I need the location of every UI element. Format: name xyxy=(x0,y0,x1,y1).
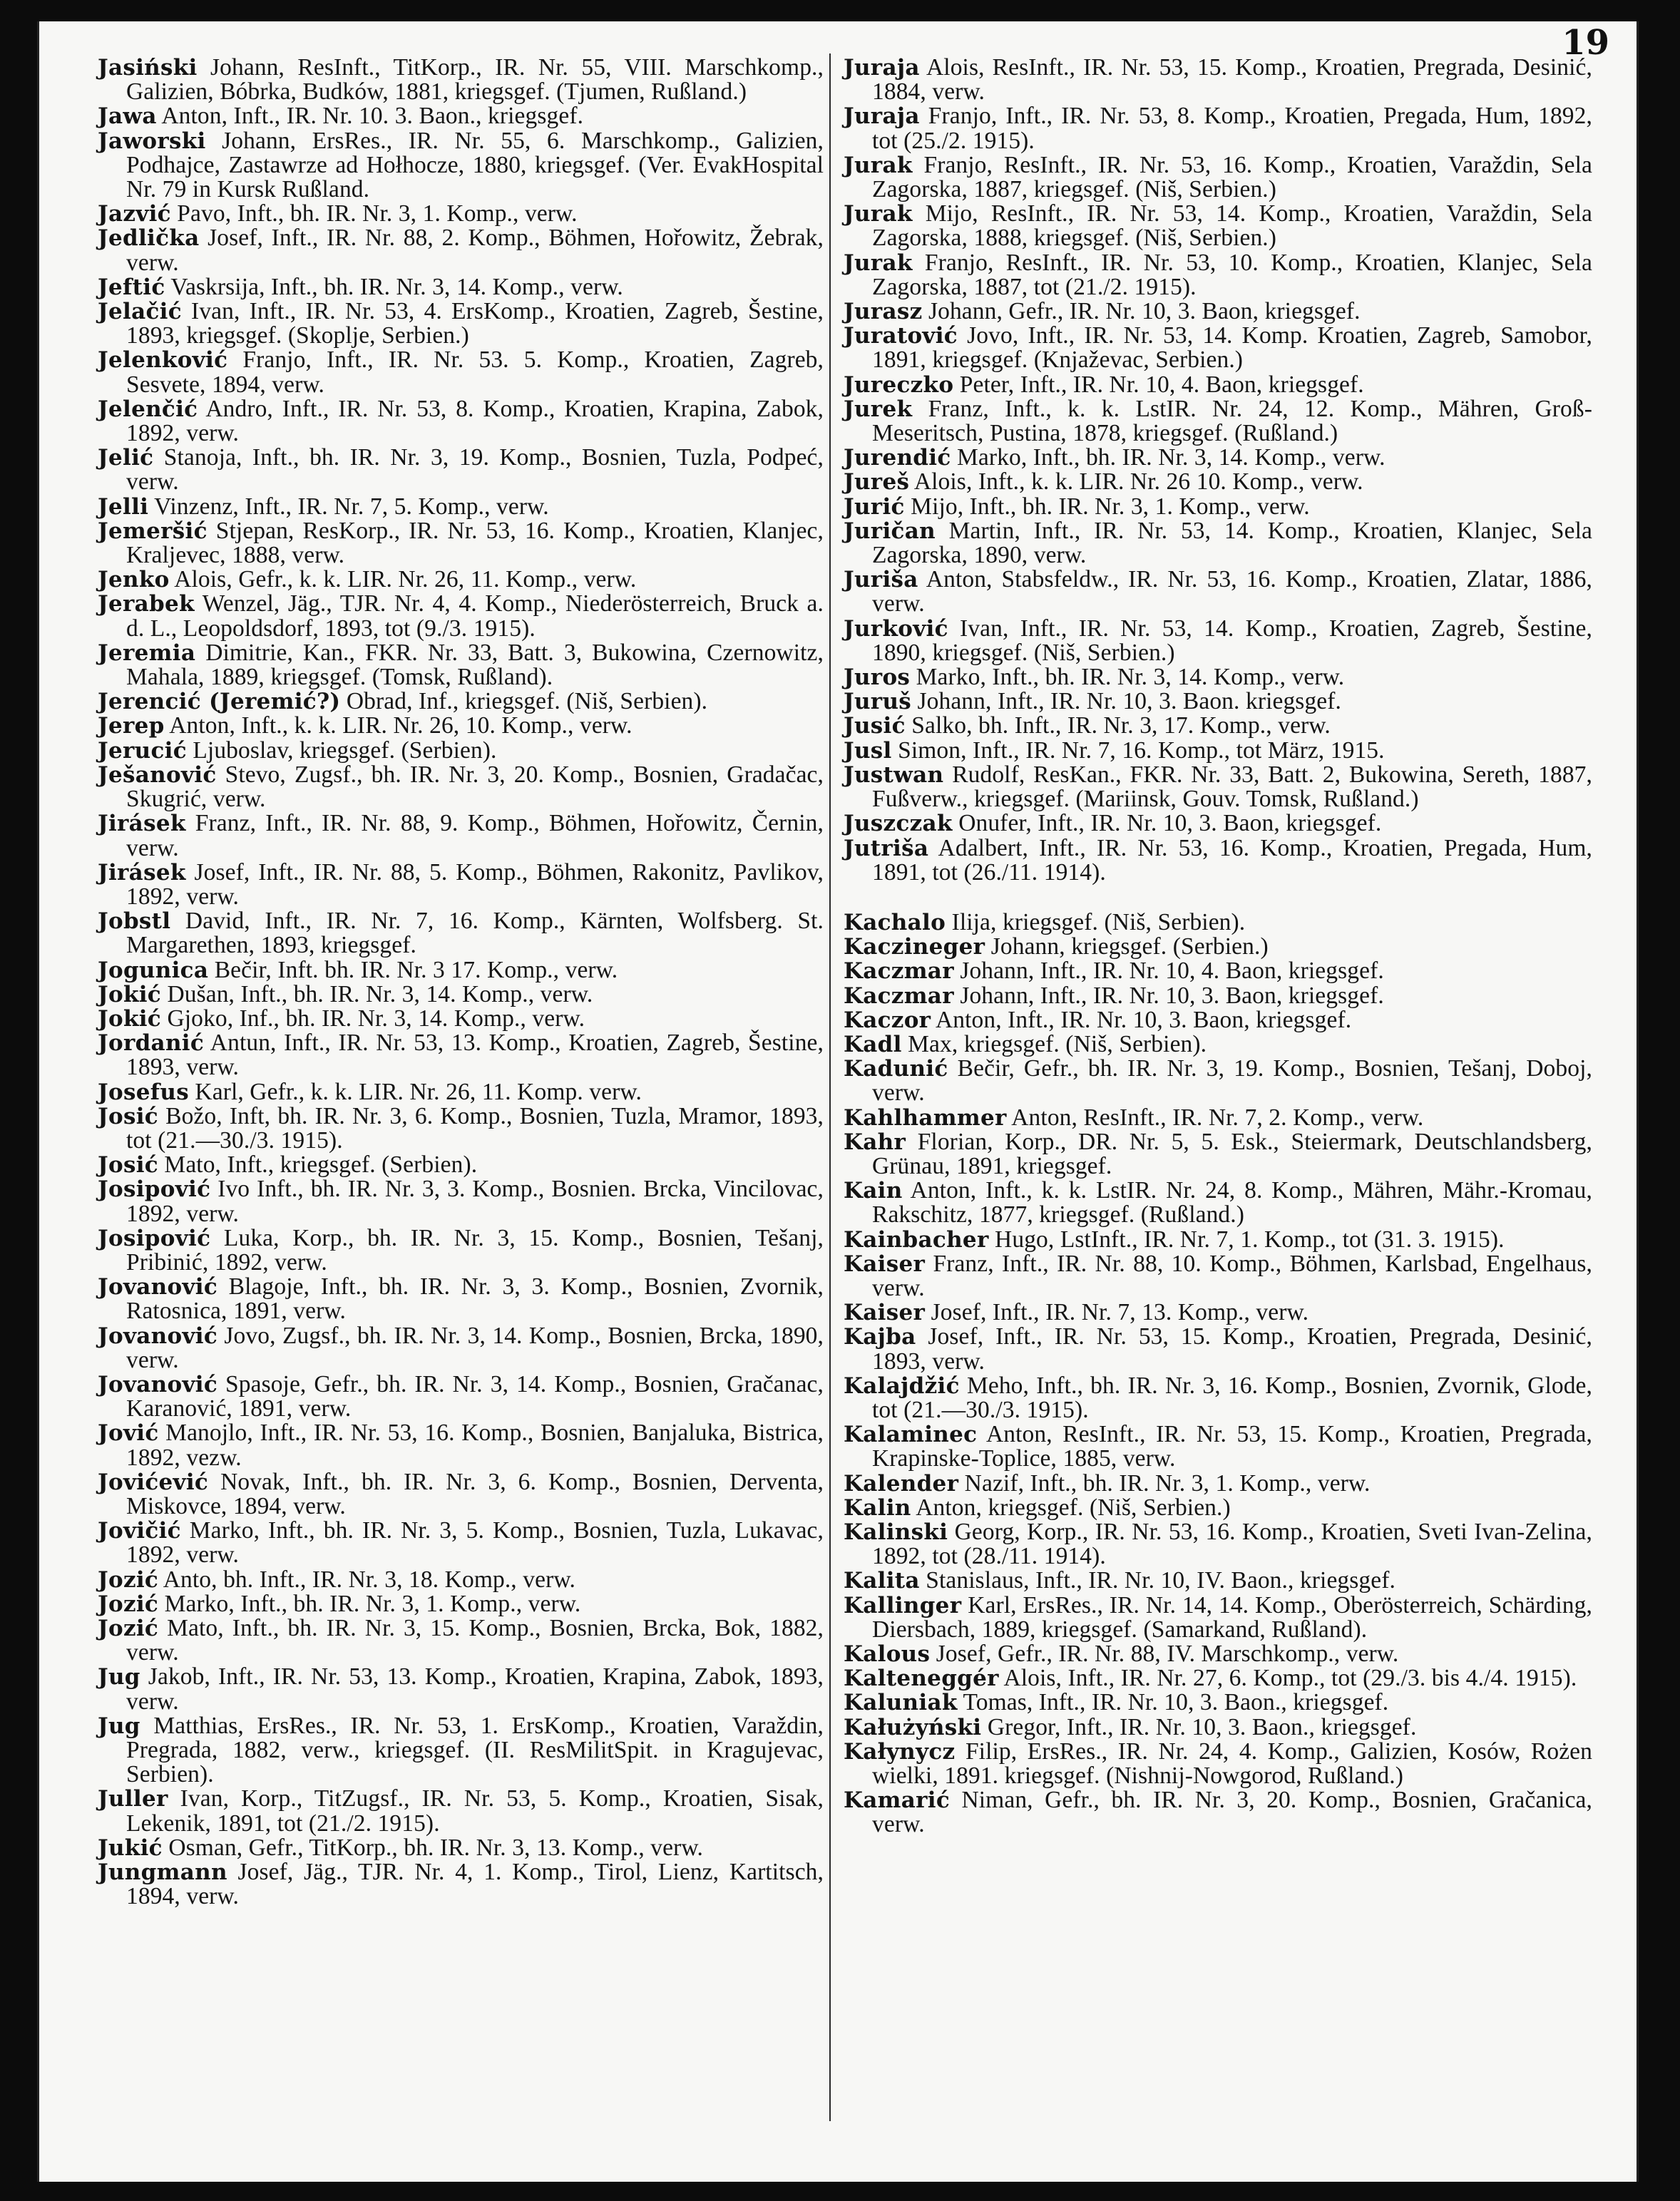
register-entry xyxy=(844,1252,1592,1300)
register-entry xyxy=(98,980,824,1007)
entry-details: Franjo, Inft., IR. Nr. 53, 8. Komp., Kroatien, Pregada, Hum, 1892, tot (25./2. 1915). xyxy=(872,103,1592,154)
entry-details: Florian, Korp., DR. Nr. 5, 5. Esk., Steiermark, Deutschlandsberg, Grünau, 1891, kriegsgef. xyxy=(872,1128,1592,1179)
entry-surname: Kalous xyxy=(844,1641,931,1667)
register-entry xyxy=(98,958,824,983)
register-entry xyxy=(98,592,824,640)
entry-details: Vaskrsija, Inft., bh. IR. Nr. 3, 14. Komp., verw. xyxy=(165,273,623,300)
entry-surname: Jurendić xyxy=(844,445,951,471)
register-entry xyxy=(98,858,824,910)
register-entry xyxy=(844,324,1592,372)
entry-surname: Jeftić xyxy=(98,274,165,300)
register-entry xyxy=(98,739,824,763)
entry-surname: Jawa xyxy=(98,103,157,130)
entry-surname: Jutriša xyxy=(844,835,929,861)
entry-details: Simon, Inft., IR. Nr. 7, 16. Komp., tot März, 1915. xyxy=(891,737,1385,764)
entry-details: Meho, Inft., bh. IR. Nr. 3, 16. Komp., Bosnien, Zvornik, Glode, tot (21.—30./3. 1915). xyxy=(872,1372,1592,1423)
entry-surname: Kajba xyxy=(844,1324,916,1350)
register-entry xyxy=(98,275,824,299)
register-entry xyxy=(844,1325,1592,1373)
entry-details: Johann, ErsRes., IR. Nr. 55, 6. Marschkomp., Galizien, Podhajce, Zastawrze ad Hołhocze, 1880, kriegsgef. (Ver. EvakHospital Nr. 79 in Kursk Rußland. xyxy=(126,127,824,203)
entry-details: Gregor, Inft., IR. Nr. 10, 3. Baon., kriegsgef. xyxy=(981,1713,1417,1740)
entry-details: Peter, Inft., IR. Nr. 10, 4. Baon, kriegsgef. xyxy=(953,371,1364,398)
entry-surname: Kalin xyxy=(844,1494,911,1521)
entry-details: Anton, ResInft., IR. Nr. 53, 15. Komp., Kroatien, Pregrada, Krapinske-Toplice, 1885, verw. xyxy=(872,1421,1592,1472)
left-column xyxy=(98,56,824,1909)
register-entry xyxy=(844,446,1592,470)
entry-details: Marko, Inft., bh. IR. Nr. 3, 14. Komp., verw. xyxy=(910,664,1345,691)
entry-surname: Kahr xyxy=(844,1129,906,1155)
entry-surname: Juraja xyxy=(844,103,920,130)
entry-details: Matthias, ErsRes., IR. Nr. 53, 1. ErsKomp., Kroatien, Varaždin, Pregrada, 1882, verw., kriegsgef. (II. ResMilitSpit. in Kragujevac, Serbien). xyxy=(126,1712,824,1788)
entry-surname: Kadl xyxy=(844,1031,902,1057)
register-entry xyxy=(98,129,824,202)
entry-surname: Jug xyxy=(98,1664,140,1690)
entry-details: Franz, Inft., IR. Nr. 88, 10. Komp., Böhmen, Karlsbad, Engelhaus, verw. xyxy=(872,1250,1592,1301)
entry-surname: Kahlhammer xyxy=(844,1104,1007,1131)
entry-details: Božo, Inft, bh. IR. Nr. 3, 6. Komp., Bosnien, Tuzla, Mramor, 1893, tot (21.—30./3. 1915). xyxy=(126,1102,824,1154)
entry-details: Stjepan, ResKorp., IR. Nr. 53, 16. Komp., Kroatien, Klanjec, Kraljevec, 1888, verw. xyxy=(126,517,824,569)
register-entry xyxy=(844,689,1592,714)
entry-surname: Josipović xyxy=(98,1176,211,1203)
entry-surname: Juratović xyxy=(844,323,958,349)
register-entry xyxy=(98,1324,824,1373)
register-entry xyxy=(844,373,1592,397)
entry-surname: Jobstl xyxy=(98,908,171,935)
entry-surname: Jerucić xyxy=(98,737,187,764)
register-entry xyxy=(844,1032,1592,1057)
entry-surname: Jasiński xyxy=(98,55,198,81)
entry-details: Mijo, ResInft., IR. Nr. 53, 14. Komp., Kroatien, Varaždin, Sela Zagorska, 1888, kriegsgef. (Niš, Serbien.) xyxy=(872,200,1592,252)
entry-surname: Kalita xyxy=(844,1568,920,1594)
entry-surname: Kaczineger xyxy=(844,934,985,960)
column-divider xyxy=(829,53,831,2121)
entry-details: Novak, Inft., bh. IR. Nr. 3, 6. Komp., Bosnien, Derventa, Miskovce, 1894, verw. xyxy=(126,1468,824,1519)
entry-details: Anton, Stabsfeldw., IR. Nr. 53, 16. Komp., Kroatien, Zlatar, 1886, verw. xyxy=(872,566,1592,617)
entry-details: Johann, Gefr., IR. Nr. 10, 3. Baon, kriegsgef. xyxy=(922,298,1361,325)
register-entry xyxy=(98,1080,824,1104)
register-entry xyxy=(844,1690,1592,1715)
entry-details: Ilija, kriegsgef. (Niš, Serbien). xyxy=(946,908,1246,935)
entry-surname: Jerencić (Jeremić?) xyxy=(98,689,341,715)
entry-surname: Jović xyxy=(98,1420,159,1447)
entry-details: Ivo Inft., bh. IR. Nr. 3, 3. Komp., Bosnien. Brcka, Vincilovac, 1892, verw. xyxy=(126,1176,824,1227)
entry-surname: Jurković xyxy=(844,615,948,642)
entry-surname: Jurić xyxy=(844,493,905,520)
entry-details: Jakob, Inft., IR. Nr. 53, 13. Komp., Kroatien, Krapina, Zabok, 1893, verw. xyxy=(126,1663,824,1715)
register-entry xyxy=(98,714,824,738)
entry-details: Franz, Inft., IR. Nr. 88, 9. Komp., Böhmen, Hořowitz, Černin, verw. xyxy=(126,810,824,861)
register-entry xyxy=(98,1226,824,1275)
entry-surname: Jokić xyxy=(98,1005,161,1032)
entry-surname: Jurek xyxy=(844,396,913,422)
entry-surname: Josić xyxy=(98,1152,158,1179)
entry-surname: Kaczmar xyxy=(844,958,954,985)
entry-details: Anto, bh. Inft., IR. Nr. 3, 18. Komp., verw. xyxy=(158,1566,575,1593)
entry-surname: Jemeršić xyxy=(98,518,208,544)
entry-surname: Jozić xyxy=(98,1616,159,1641)
register-entry xyxy=(98,1153,824,1177)
entry-surname: Jurak xyxy=(844,201,913,227)
entry-details: Alois, Gefr., k. k. LIR. Nr. 26, 11. Komp., verw. xyxy=(169,566,637,593)
entry-details: Johann, Inft., IR. Nr. 10, 4. Baon, kriegsgef. xyxy=(953,958,1384,985)
register-entry xyxy=(844,1130,1592,1179)
register-entry xyxy=(844,1740,1592,1788)
entry-details: Alois, ResInft., IR. Nr. 53, 15. Komp., Kroatien, Pregrada, Desinić, 1884, verw. xyxy=(872,54,1592,106)
register-entry xyxy=(844,1469,1592,1497)
entry-surname: Jusl xyxy=(844,737,892,764)
entry-details: Alois, Inft., IR. Nr. 27, 6. Komp., tot (29./3. bis 4./4. 1915). xyxy=(998,1665,1577,1692)
entry-details: Blagoje, Inft., bh. IR. Nr. 3, 3. Komp., Bosnien, Zvornik, Ratosnica, 1891, verw. xyxy=(126,1273,824,1325)
entry-details: Andro, Inft., IR. Nr. 53, 8. Komp., Kroatien, Krapina, Zabok, 1892, verw. xyxy=(126,395,824,447)
register-entry xyxy=(844,470,1592,494)
entry-details: Max, kriegsgef. (Niš, Serbien). xyxy=(901,1030,1207,1057)
entry-details: Spasoje, Gefr., bh. IR. Nr. 3, 14. Komp., Bosnien, Gračanac, Karanović, 1891, verw. xyxy=(126,1370,824,1422)
register-entry xyxy=(98,1007,824,1031)
entry-surname: Jureczko xyxy=(844,371,954,398)
entry-details: Anton, Inft., IR. Nr. 10, 3. Baon, kriegsgef. xyxy=(931,1006,1352,1033)
entry-details: Adalbert, Inft., IR. Nr. 53, 16. Komp., Kroatien, Pregada, Hum, 1891, tot (26./11. 1914). xyxy=(872,834,1592,886)
register-entry xyxy=(844,1496,1592,1520)
entry-surname: Jovanović xyxy=(98,1274,218,1300)
section-gap xyxy=(844,885,1592,910)
register-entry xyxy=(844,153,1592,202)
entry-surname: Juraja xyxy=(844,55,920,81)
entry-surname: Jusić xyxy=(844,713,906,739)
entry-details: Luka, Korp., bh. IR. Nr. 3, 15. Komp., Bosnien, Tešanj, Pribinić, 1892, verw. xyxy=(126,1224,824,1276)
entry-surname: Juszczak xyxy=(844,811,953,837)
register-entry xyxy=(98,348,824,396)
entry-surname: Ješanović xyxy=(98,761,217,788)
entry-details: Bečir, Gefr., bh. IR. Nr. 3, 19. Komp., Bosnien, Tešanj, Doboj, verw. xyxy=(872,1055,1592,1107)
entry-details: Josef, Inft., IR. Nr. 7, 13. Komp., verw. xyxy=(925,1299,1309,1326)
register-entry xyxy=(844,984,1592,1008)
register-entry xyxy=(844,1788,1592,1837)
paper-sheet xyxy=(37,21,1639,2182)
entry-surname: Juros xyxy=(844,665,911,691)
entry-surname: Juller xyxy=(98,1786,168,1812)
register-entry xyxy=(98,1714,824,1787)
entry-details: Onufer, Inft., IR. Nr. 10, 3. Baon, kriegsgef. xyxy=(952,810,1382,837)
entry-details: Franjo, ResInft., IR. Nr. 53, 16. Komp., Kroatien, Varaždin, Sela Zagorska, 1887, kriegsgef. (Niš, Serbien.) xyxy=(872,151,1592,203)
register-entry xyxy=(98,1787,824,1835)
register-entry xyxy=(98,763,824,811)
entry-surname: Kaiser xyxy=(844,1251,926,1277)
entry-details: Tomas, Inft., IR. Nr. 10, 3. Baon., kriegsgef. xyxy=(957,1689,1389,1716)
entry-surname: Jovičić xyxy=(98,1518,181,1544)
entry-details: Martin, Inft., IR. Nr. 53, 14. Komp., Kroatien, Klanjec, Sela Zagorska, 1890, verw. xyxy=(872,517,1592,569)
entry-details: Josef, Inft., IR. Nr. 53, 15. Komp., Kroatien, Pregrada, Desinić, 1893, verw. xyxy=(872,1323,1592,1375)
entry-surname: Kalender xyxy=(844,1470,959,1497)
entry-surname: Kaczor xyxy=(844,1007,931,1033)
entry-surname: Jeremia xyxy=(98,640,196,666)
entry-details: Antun, Inft., IR. Nr. 53, 13. Komp., Kroatien, Zagreb, Šestine, 1893, verw. xyxy=(126,1030,824,1081)
entry-details: Ivan, Inft., IR. Nr. 53, 4. ErsKomp., Kroatien, Zagreb, Šestine, 1893, kriegsgef. (Skoplje, Serbien.) xyxy=(126,298,824,349)
entry-details: Georg, Korp., IR. Nr. 53, 16. Komp., Kroatien, Sveti Ivan-Zelina, 1892, tot (28./11. 1914). xyxy=(872,1518,1592,1570)
entry-details: Anton, ResInft., IR. Nr. 7, 2. Komp., verw. xyxy=(1006,1104,1424,1131)
entry-details: Jovo, Zugsf., bh. IR. Nr. 3, 14. Komp., Bosnien, Brcka, 1890, verw. xyxy=(126,1322,824,1373)
entry-surname: Jelenković xyxy=(98,347,228,374)
register-entry xyxy=(844,495,1592,519)
entry-surname: Jug xyxy=(98,1713,140,1739)
entry-surname: Kalinski xyxy=(844,1519,948,1545)
register-entry xyxy=(98,226,824,275)
entry-details: Josef, Jäg., TJR. Nr. 4, 1. Komp., Tirol, Lienz, Kartitsch, 1894, verw. xyxy=(126,1859,824,1910)
entry-details: Manojlo, Inft., IR. Nr. 53, 16. Komp., Bosnien, Banjaluka, Bistrica, 1892, vezw. xyxy=(126,1420,824,1471)
register-entry xyxy=(98,1519,824,1567)
register-entry xyxy=(98,1836,824,1860)
entry-surname: Kainbacher xyxy=(844,1226,989,1253)
entry-surname: Kalaminec xyxy=(844,1422,978,1448)
entry-details: Jovo, Inft., IR. Nr. 53, 14. Komp. Kroatien, Zagreb, Samobor, 1891, kriegsgef. (Knjaževac, Serbien.) xyxy=(872,322,1592,374)
register-entry xyxy=(844,1057,1592,1105)
entry-surname: Kain xyxy=(844,1178,903,1204)
register-entry xyxy=(844,1300,1592,1325)
entry-surname: Kałużyński xyxy=(844,1714,982,1740)
register-entry xyxy=(98,446,824,494)
register-entry xyxy=(844,959,1592,983)
entry-surname: Jokić xyxy=(98,981,161,1007)
entry-details: Dušan, Inft., bh. IR. Nr. 3, 14. Komp., verw. xyxy=(160,980,593,1007)
register-entry xyxy=(844,1591,1592,1643)
register-entry xyxy=(98,1104,824,1153)
entry-surname: Kamarić xyxy=(844,1787,951,1814)
register-entry xyxy=(98,495,824,519)
entry-surname: Jelić xyxy=(98,445,154,471)
entry-details: Johann, Inft., IR. Nr. 10, 3. Baon, kriegsgef. xyxy=(953,982,1384,1009)
register-entry xyxy=(98,397,824,446)
register-entry xyxy=(98,1470,824,1519)
entry-details: Marko, Inft., bh. IR. Nr. 3, 5. Komp., Bosnien, Tuzla, Lukavac, 1892, verw. xyxy=(126,1517,824,1569)
register-entry xyxy=(98,1860,824,1909)
entry-details: Franz, Inft., k. k. LstIR. Nr. 24, 12. Komp., Mähren, Groß-Meseritsch, Pustina, 1878, kriegsgef. (Rußland.) xyxy=(872,395,1592,447)
entry-surname: Jelli xyxy=(98,493,149,520)
entry-details: Josef, Inft., IR. Nr. 88, 2. Komp., Böhmen, Hořowitz, Žebrak, verw. xyxy=(126,225,824,276)
entry-details: Bečir, Inft. bh. IR. Nr. 3 17. Komp., verw. xyxy=(208,956,618,983)
entry-details: David, Inft., IR. Nr. 7, 16. Komp., Kärnten, Wolfsberg. St. Margarethen, 1893, kriegsgef. xyxy=(126,908,824,959)
register-entry xyxy=(98,689,824,714)
register-entry xyxy=(844,1106,1592,1130)
register-entry xyxy=(98,1421,824,1469)
entry-surname: Kalteneggér xyxy=(844,1666,999,1692)
entry-surname: Juričan xyxy=(844,518,936,544)
entry-details: Nazif, Inft., bh. IR. Nr. 3, 1. Komp., verw. xyxy=(958,1469,1371,1497)
register-entry xyxy=(844,299,1592,324)
register-entry xyxy=(98,568,824,592)
register-entry xyxy=(98,1665,824,1713)
entry-surname: Juriša xyxy=(844,567,918,593)
register-entry xyxy=(98,1370,824,1422)
register-entry xyxy=(844,1422,1592,1471)
entry-surname: Jenko xyxy=(98,567,170,593)
entry-surname: Jogunica xyxy=(98,957,209,983)
page-number: 19 xyxy=(1562,23,1609,63)
entry-surname: Kallinger xyxy=(844,1592,962,1618)
register-entry xyxy=(844,910,1592,935)
entry-surname: Jelačić xyxy=(98,299,182,325)
register-entry xyxy=(844,714,1592,738)
entry-surname: Kachalo xyxy=(844,909,946,935)
entry-surname: Kałynycz xyxy=(844,1738,956,1765)
entry-details: Dimitrie, Kan., FKR. Nr. 33, Batt. 3, Bukowina, Czernowitz, Mahala, 1889, kriegsgef. (Tomsk, Rußland). xyxy=(126,639,824,691)
right-column xyxy=(844,56,1592,1837)
register-entry xyxy=(844,397,1592,446)
register-entry xyxy=(844,665,1592,689)
entry-details: Mijo, Inft., bh. IR. Nr. 3, 1. Komp., verw. xyxy=(904,493,1310,520)
register-entry xyxy=(98,909,824,958)
register-entry xyxy=(844,1666,1592,1690)
entry-surname: Justwan xyxy=(844,761,944,788)
register-entry xyxy=(844,739,1592,763)
register-entry xyxy=(844,1569,1592,1593)
entry-surname: Kadunić xyxy=(844,1056,948,1082)
entry-surname: Josić xyxy=(98,1103,158,1129)
entry-surname: Jelenčić xyxy=(98,396,198,422)
entry-details: Filip, ErsRes., IR. Nr. 24, 4. Komp., Galizien, Kosów, Rożen wielki, 1891. kriegsgef. (Nishnij-Nowgorod, Rußland.) xyxy=(872,1738,1592,1790)
register-entry xyxy=(844,251,1592,299)
entry-surname: Jirásek xyxy=(98,811,186,837)
entry-details: Salko, bh. Inft., IR. Nr. 3, 17. Komp., verw. xyxy=(905,712,1331,739)
entry-details: Anton, Inft., IR. Nr. 10. 3. Baon., kriegsgef. xyxy=(156,103,584,130)
entry-details: Anton, kriegsgef. (Niš, Serbien.) xyxy=(911,1494,1231,1521)
entry-details: Karl, ErsRes., IR. Nr. 14, 14. Komp., Oberösterreich, Schärding, Diersbach, 1889, kriegsgef. (Samarkand, Rußland). xyxy=(872,1591,1592,1643)
register-entry xyxy=(98,1177,824,1226)
entry-surname: Jaworski xyxy=(98,128,206,154)
register-entry xyxy=(844,811,1592,836)
entry-surname: Jozić xyxy=(98,1566,159,1593)
entry-surname: Jazvić xyxy=(98,201,171,227)
entry-details: Franjo, Inft., IR. Nr. 53. 5. Komp., Kroatien, Zagreb, Sesvete, 1894, verw. xyxy=(126,347,824,398)
register-entry xyxy=(844,1008,1592,1032)
entry-details: Johann, Inft., IR. Nr. 10, 3. Baon. kriegsgef. xyxy=(911,688,1341,715)
register-entry xyxy=(98,202,824,226)
register-entry xyxy=(98,811,824,860)
register-entry xyxy=(844,1374,1592,1422)
entry-surname: Jovanović xyxy=(98,1371,218,1397)
entry-surname: Jerabek xyxy=(98,591,195,617)
entry-surname: Jurak xyxy=(844,152,913,178)
register-entry xyxy=(844,1228,1592,1252)
entry-details: Gjoko, Inf., bh. IR. Nr. 3, 14. Komp., verw. xyxy=(160,1005,585,1032)
register-entry xyxy=(844,519,1592,568)
entry-surname: Jozić xyxy=(98,1591,159,1617)
entry-surname: Jordanić xyxy=(98,1030,205,1057)
entry-surname: Josefus xyxy=(98,1079,189,1105)
entry-details: Franjo, ResInft., IR. Nr. 53, 10. Komp., Kroatien, Klanjec, Sela Zagorska, 1887, tot (21./2. 1915). xyxy=(872,249,1592,300)
entry-details: Josef, Inft., IR. Nr. 88, 5. Komp., Böhmen, Rakonitz, Pavlikov, 1892, verw. xyxy=(126,858,824,910)
entry-details: Ljuboslav, kriegsgef. (Serbien). xyxy=(186,737,497,764)
register-entry xyxy=(98,104,824,128)
entry-details: Karl, Gefr., k. k. LIR. Nr. 26, 11. Komp. verw. xyxy=(188,1078,642,1105)
register-entry xyxy=(98,641,824,689)
register-entry xyxy=(98,56,824,104)
entry-surname: Jedlička xyxy=(98,225,200,252)
entry-details: Marko, Inft., bh. IR. Nr. 3, 14. Komp., verw. xyxy=(951,444,1386,471)
entry-details: Osman, Gefr., TitKorp., bh. IR. Nr. 3, 13. Komp., verw. xyxy=(162,1834,703,1861)
entry-details: Stevo, Zugsf., bh. IR. Nr. 3, 20. Komp., Bosnien, Gradačac, Skugrić, verw. xyxy=(126,761,824,813)
entry-surname: Jurak xyxy=(844,250,913,276)
register-entry xyxy=(98,1616,824,1665)
register-entry xyxy=(844,1715,1592,1740)
entry-details: Alois, Inft., k. k. LIR. Nr. 26 10. Komp., verw. xyxy=(909,468,1363,496)
entry-surname: Jirásek xyxy=(98,859,186,886)
entry-surname: Jukić xyxy=(98,1835,163,1861)
register-entry xyxy=(844,763,1592,811)
entry-details: Wenzel, Jäg., TJR. Nr. 4, 4. Komp., Niederösterreich, Bruck a. d. L., Leopoldsdorf, 1893, tot (9./3. 1915). xyxy=(126,590,824,642)
register-entry xyxy=(98,1031,824,1079)
register-entry xyxy=(98,1568,824,1592)
register-entry xyxy=(98,1592,824,1616)
entry-surname: Juruš xyxy=(844,689,912,715)
entry-details: Anton, Inft., k. k. LstIR. Nr. 24, 8. Komp., Mähren, Mähr.-Kromau, Rakschitz, 1877, kriegsgef. (Rußland.) xyxy=(872,1177,1592,1228)
entry-surname: Kaluniak xyxy=(844,1690,958,1716)
entry-details: Vinzenz, Inft., IR. Nr. 7, 5. Komp., verw. xyxy=(148,493,549,520)
entry-surname: Jerep xyxy=(98,713,165,739)
register-entry xyxy=(98,1275,824,1323)
entry-details: Ivan, Inft., IR. Nr. 53, 14. Komp., Kroatien, Zagreb, Šestine, 1890, kriegsgef. (Niš, Serbien.) xyxy=(872,615,1592,666)
entry-details: Anton, Inft., k. k. LIR. Nr. 26, 10. Komp., verw. xyxy=(164,712,632,739)
entry-details: Josef, Gefr., IR. Nr. 88, IV. Marschkomp., verw. xyxy=(930,1641,1399,1667)
register-entry xyxy=(844,836,1592,885)
register-entry xyxy=(844,104,1592,153)
register-entry xyxy=(844,1642,1592,1666)
register-entry xyxy=(844,617,1592,665)
entry-surname: Kalajdžić xyxy=(844,1373,960,1399)
entry-details: Johann, ResInft., TitKorp., IR. Nr. 55, VIII. Marschkomp., Galizien, Bóbrka, Budków, 1881, kriegsgef. (Tjumen, Rußland.) xyxy=(126,54,824,106)
entry-details: Ivan, Korp., TitZugsf., IR. Nr. 53, 5. Komp., Kroatien, Sisak, Lekenik, 1891, tot (21./2. 1915). xyxy=(126,1785,824,1837)
entry-details: Pavo, Inft., bh. IR. Nr. 3, 1. Komp., verw. xyxy=(170,200,578,227)
entry-details: Stanoja, Inft., bh. IR. Nr. 3, 19. Komp., Bosnien, Tuzla, Podpeć, verw. xyxy=(126,444,824,496)
entry-details: Rudolf, ResKan., FKR. Nr. 33, Batt. 2, Bukowina, Sereth, 1887, Fußverw., kriegsgef. (Mariinsk, Gouv. Tomsk, Rußland.) xyxy=(872,761,1592,813)
entry-surname: Jungmann xyxy=(98,1859,227,1886)
entry-details: Stanislaus, Inft., IR. Nr. 10, IV. Baon., kriegsgef. xyxy=(919,1567,1395,1594)
register-entry xyxy=(844,568,1592,616)
entry-surname: Kaczmar xyxy=(844,983,954,1009)
entry-details: Obrad, Inf., kriegsgef. (Niš, Serbien). xyxy=(340,688,708,715)
entry-details: Niman, Gefr., bh. IR. Nr. 3, 20. Komp., Bosnien, Gračanica, verw. xyxy=(872,1787,1592,1838)
entry-details: Mato, Inft., kriegsgef. (Serbien). xyxy=(158,1151,478,1179)
register-entry xyxy=(844,935,1592,959)
entry-surname: Jovanović xyxy=(98,1323,218,1349)
entry-surname: Jovićević xyxy=(98,1469,209,1495)
entry-surname: Jureš xyxy=(844,469,910,496)
entry-surname: Josipović xyxy=(98,1225,211,1251)
entry-surname: Kaiser xyxy=(844,1300,926,1326)
register-entry xyxy=(98,299,824,348)
entry-details: Mato, Inft., bh. IR. Nr. 3, 15. Komp., Bosnien, Brcka, Bok, 1882, verw. xyxy=(126,1615,824,1666)
entry-details: Hugo, LstInft., IR. Nr. 7, 1. Komp., tot (31. 3. 1915). xyxy=(988,1226,1505,1253)
register-entry xyxy=(844,202,1592,250)
register-entry xyxy=(844,1520,1592,1569)
register-entry xyxy=(844,56,1592,104)
register-entry xyxy=(98,519,824,568)
entry-surname: Jurasz xyxy=(844,299,923,325)
entry-details: Marko, Inft., bh. IR. Nr. 3, 1. Komp., verw. xyxy=(158,1590,581,1617)
register-entry xyxy=(844,1179,1592,1227)
entry-details: Johann, kriegsgef. (Serbien.) xyxy=(985,933,1269,960)
